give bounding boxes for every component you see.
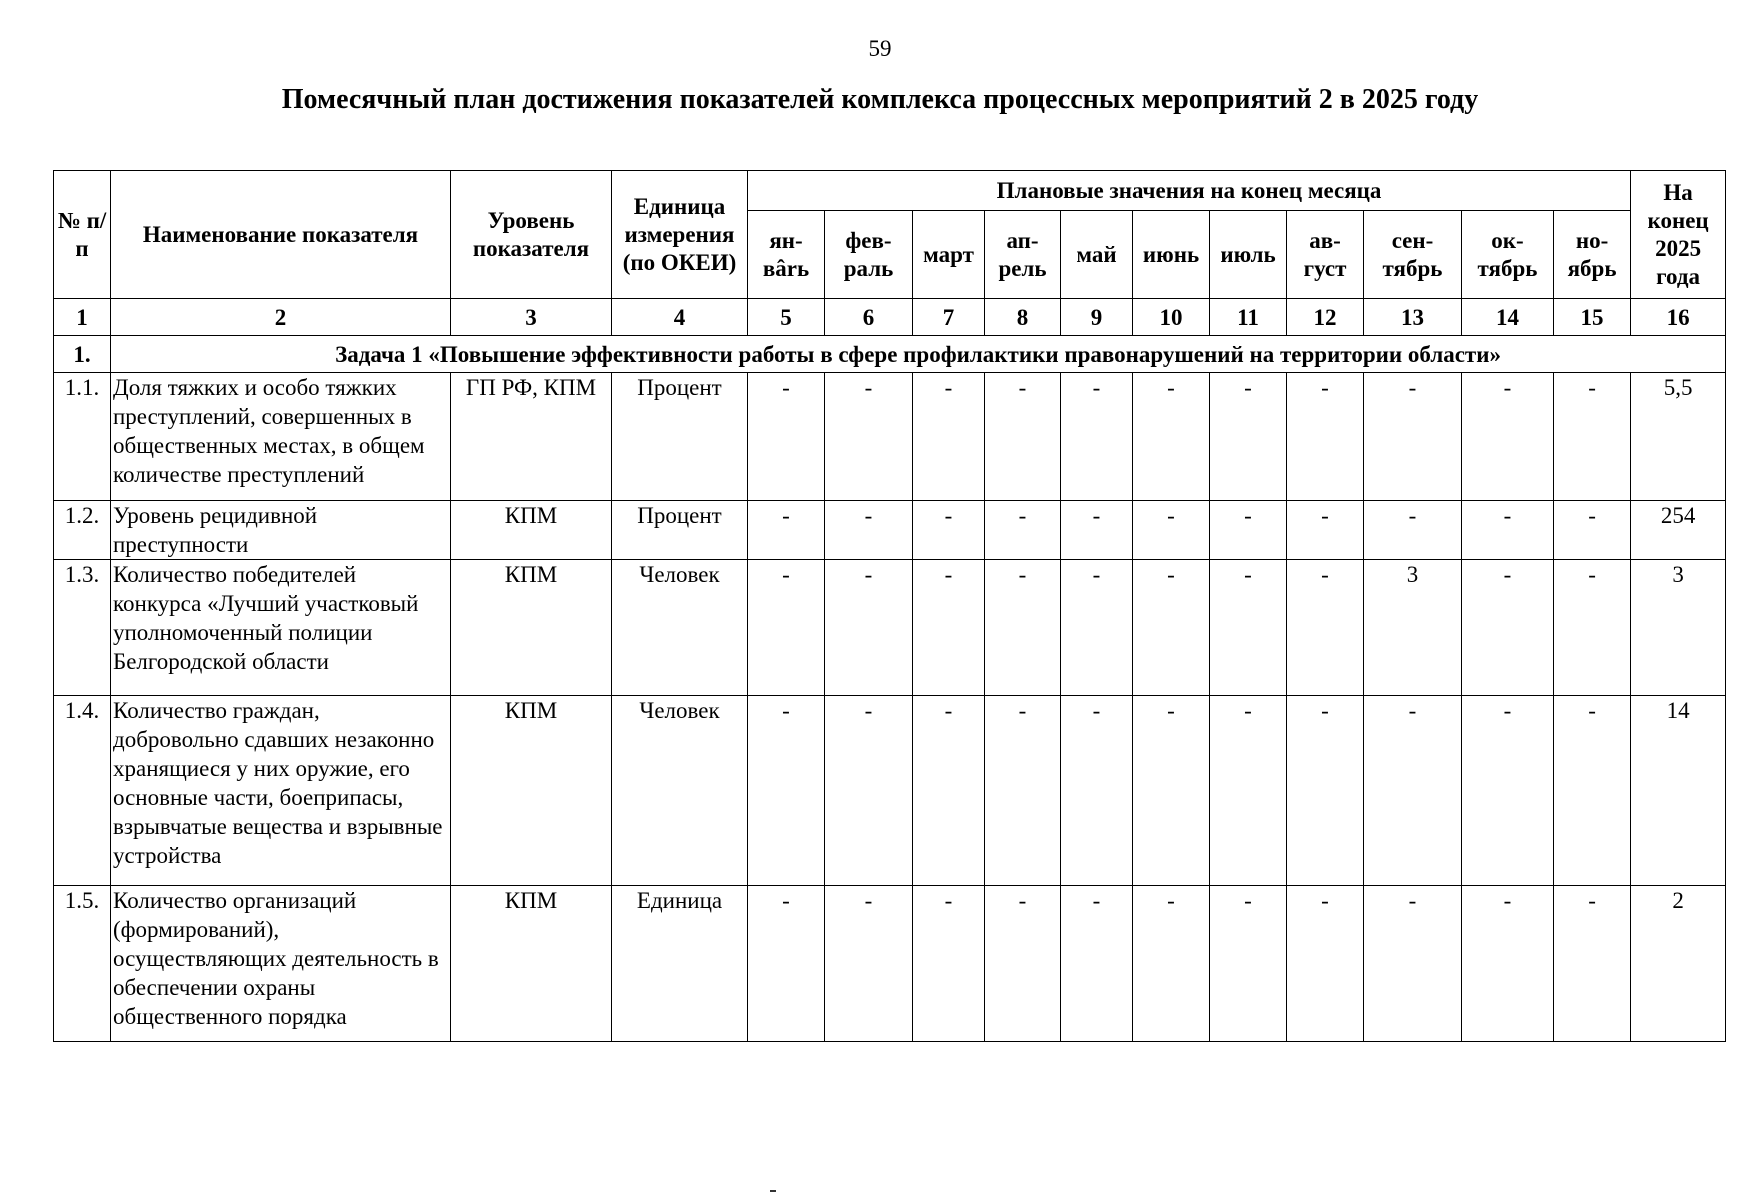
month-value: - [1210,696,1287,886]
header-month: ок-тябрь [1462,211,1554,299]
month-value: - [748,501,825,560]
column-number: 5 [748,299,825,336]
month-value: - [913,501,985,560]
task-title: Задача 1 «Повышение эффективности работы в сфере профилактики правонарушений на территории области» [111,336,1726,373]
month-value: - [1210,373,1287,501]
month-value: - [748,373,825,501]
month-value: - [985,696,1061,886]
month-value: - [1462,886,1554,1042]
month-value: - [1061,373,1133,501]
month-value: - [1133,886,1210,1042]
end-of-year-value: 3 [1631,560,1726,696]
indicator-level: КПМ [451,501,612,560]
table-row [54,501,1726,560]
indicator-unit: Человек [612,560,748,696]
indicator-unit: Процент [612,373,748,501]
header-month: ян-вârь [748,211,825,299]
month-value: - [913,373,985,501]
row-number: 1.3. [54,560,111,696]
month-value: - [825,373,913,501]
month-value: - [1287,886,1364,1042]
end-of-year-value: 254 [1631,501,1726,560]
indicator-level: КПМ [451,696,612,886]
header-month: март [913,211,985,299]
month-value: - [1061,501,1133,560]
month-value: - [985,373,1061,501]
header-unit: Единица измерения (по ОКЕИ) [612,171,748,299]
column-number: 16 [1631,299,1726,336]
month-value: - [1554,373,1631,501]
month-value: - [985,560,1061,696]
table-row [54,560,1726,696]
column-number: 7 [913,299,985,336]
header-month: май [1061,211,1133,299]
row-number: 1.1. [54,373,111,501]
month-value: - [825,886,913,1042]
month-value: - [1364,886,1462,1042]
row-number: 1.2. [54,501,111,560]
month-value: - [1554,886,1631,1042]
month-value: - [1133,501,1210,560]
month-value: - [825,501,913,560]
column-number: 11 [1210,299,1287,336]
column-number: 14 [1462,299,1554,336]
month-value: - [748,696,825,886]
indicator-unit: Единица [612,886,748,1042]
indicator-level: ГП РФ, КПМ [451,373,612,501]
indicator-name: Количество граждан, добровольно сдавших незаконно хранящиеся у них оружие, его основные части, боеприпасы, взрывчатые вещества и взрывные устройства [111,696,451,886]
header-planned-values: Плановые значения на конец месяца [748,171,1631,211]
column-number: 3 [451,299,612,336]
month-value: - [748,886,825,1042]
month-value: - [985,501,1061,560]
month-value: - [1133,560,1210,696]
month-value: - [748,560,825,696]
page-number: 59 [868,36,892,61]
indicator-unit: Человек [612,696,748,886]
month-value: - [1061,886,1133,1042]
month-value: - [1287,560,1364,696]
row-number: 1.5. [54,886,111,1042]
month-value: - [1462,696,1554,886]
month-value: - [1061,696,1133,886]
month-value: - [1462,501,1554,560]
end-of-year-value: 5,5 [1631,373,1726,501]
month-value: - [1061,560,1133,696]
month-value: - [1133,373,1210,501]
scan-mark [770,1190,776,1192]
month-value: - [825,696,913,886]
indicator-name: Доля тяжких и особо тяжких преступлений, совершенных в общественных местах, в общем количестве преступлений [111,373,451,501]
header-month: фев-раль [825,211,913,299]
table-row [54,373,1726,501]
indicator-level: КПМ [451,886,612,1042]
month-value: - [913,886,985,1042]
column-number: 6 [825,299,913,336]
header-month: июль [1210,211,1287,299]
month-value: - [1133,696,1210,886]
month-value: - [1364,373,1462,501]
month-value: - [1554,501,1631,560]
month-value: - [1287,696,1364,886]
header-month: но-ябрь [1554,211,1631,299]
month-value: - [1554,696,1631,886]
month-value: - [1210,886,1287,1042]
indicator-name: Уровень рецидивной преступности [111,501,451,560]
month-value: - [1287,373,1364,501]
column-number: 13 [1364,299,1462,336]
month-value: - [985,886,1061,1042]
month-value: - [1462,373,1554,501]
page-title: Помесячный план достижения показателей комплекса процессных мероприятий 2 в 2025 году [281,84,1479,115]
column-number: 8 [985,299,1061,336]
row-number: 1.4. [54,696,111,886]
table-row [54,886,1726,1042]
month-value: - [913,560,985,696]
indicator-name: Количество победителей конкурса «Лучший участковый уполномоченный полиции Белгородской области [111,560,451,696]
end-of-year-value: 14 [1631,696,1726,886]
header-end-of-year: На конец 2025 года [1631,171,1726,299]
column-number: 12 [1287,299,1364,336]
month-value: - [913,696,985,886]
header-num: № п/п [54,171,111,299]
header-level: Уровень показателя [451,171,612,299]
column-number: 9 [1061,299,1133,336]
month-value: 3 [1364,560,1462,696]
column-number: 4 [612,299,748,336]
indicator-unit: Процент [612,501,748,560]
column-number: 15 [1554,299,1631,336]
column-number: 1 [54,299,111,336]
column-number: 2 [111,299,451,336]
month-value: - [1210,501,1287,560]
header-month: июнь [1133,211,1210,299]
end-of-year-value: 2 [1631,886,1726,1042]
table-row [54,696,1726,886]
indicator-name: Количество организаций (формирований), осуществляющих деятельность в обеспечении охраны общественного порядка [111,886,451,1042]
month-value: - [1287,501,1364,560]
month-value: - [1364,501,1462,560]
header-month: ап-рель [985,211,1061,299]
indicator-plan-table [53,170,1726,1042]
header-name: Наименование показателя [111,171,451,299]
month-value: - [1364,696,1462,886]
month-value: - [1210,560,1287,696]
column-number: 10 [1133,299,1210,336]
month-value: - [825,560,913,696]
indicator-level: КПМ [451,560,612,696]
month-value: - [1554,560,1631,696]
header-month: сен-тябрь [1364,211,1462,299]
task-number: 1. [54,336,111,373]
header-month: ав-густ [1287,211,1364,299]
month-value: - [1462,560,1554,696]
